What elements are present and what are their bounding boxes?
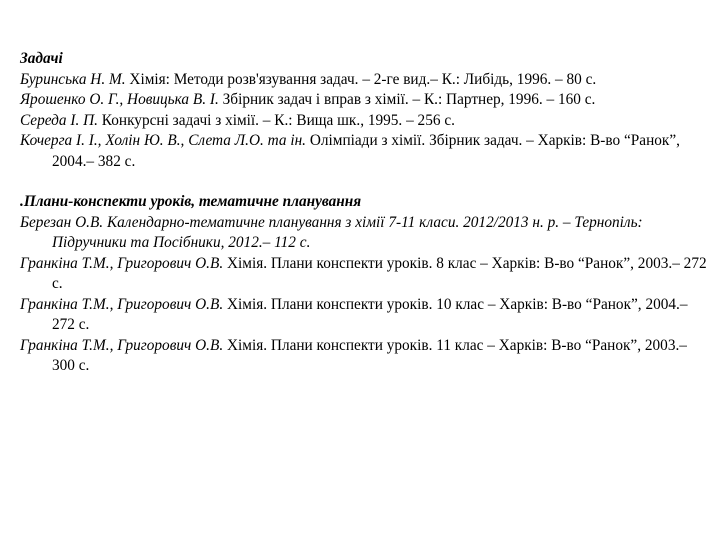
bibliography-entry	[20, 254, 710, 295]
entry-details: Хімія. Плани конспекти уроків. 10 клас – Харків: В-во “Ранок”, 2004.– 272 с.	[52, 295, 688, 333]
bibliography-entry	[20, 131, 710, 172]
bibliography-entry	[20, 111, 710, 132]
section-heading-tasks: Задачі	[20, 50, 63, 67]
entry-authors: Гранкіна Т.М., Григорович О.В.	[20, 254, 224, 272]
entry-authors: Кочерга І. І., Холін Ю. В., Слета Л.О. та ін.	[20, 132, 307, 149]
bibliography-entry	[20, 70, 710, 91]
section-heading-lesson-plans: .Плани-конспекти уроків, тематичне планування	[20, 193, 362, 210]
entry-authors: Ярошенко О. Г., Новицька В. І.	[20, 91, 219, 108]
bibliography-page	[20, 49, 710, 377]
bibliography-entry	[20, 336, 710, 377]
entry-authors: Буринська Н. М.	[20, 70, 126, 88]
entry-details: Хімія. Плани конспекти уроків. 8 клас – Харків: В-во “Ранок”, 2003.– 272 с.	[52, 254, 707, 292]
entry-details: Конкурсні задачі з хімії. – К.: Вища шк., 1995. – 256 с.	[97, 111, 455, 129]
entry-details: Хімія: Методи розв'язування задач. – 2-ге вид.– К.: Либідь, 1996. – 80 с.	[125, 70, 597, 88]
bibliography-entry	[20, 213, 710, 254]
bibliography-entry	[20, 295, 710, 336]
section-tasks	[20, 49, 710, 172]
entry-details: Хімія. Плани конспекти уроків. 11 клас – Харків: В-во “Ранок”, 2003.– 300 с.	[52, 336, 687, 374]
entry-authors: Середа І. П.	[20, 111, 98, 129]
entry-details: Олімпіади з хімії. Збірник задач. – Харків: В-во “Ранок”, 2004.– 382 с.	[52, 132, 680, 170]
bibliography-entry	[20, 90, 710, 111]
entry-authors: Гранкіна Т.М., Григорович О.В.	[20, 336, 224, 354]
section-lesson-plans	[20, 192, 710, 377]
entry-details: Збірник задач і вправ з хімії. – К.: Партнер, 1996. – 160 с.	[218, 91, 596, 108]
entry-authors: Березан О.В. Календарно-тематичне планування з хімії 7-11 класи. 2012/2013 н. р. – Тернопіль: Підручники та Посібники, 2012.– 112 с.	[20, 213, 643, 251]
entry-authors: Гранкіна Т.М., Григорович О.В.	[20, 295, 224, 313]
